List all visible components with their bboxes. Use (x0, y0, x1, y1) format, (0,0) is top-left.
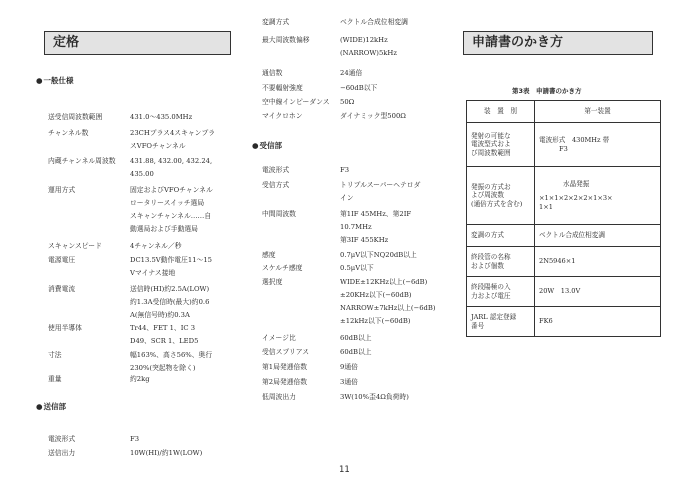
table-value-cell: 電波形式 430MHz 帯 F3 (535, 123, 661, 167)
spec-value: 送信時(HI)約2.5A(LOW) 約1.3A受信時(最大)約0.6 A(無信号時)約0.3A (130, 285, 210, 319)
table-value-cell: 水晶発振 ×1×1×2×2×2×1×3× 1×1 (535, 167, 661, 225)
spec-label: 通信数 (262, 69, 283, 77)
spec-label: 中間周波数 (262, 210, 296, 218)
spec-value: 4チャンネル／秒 (130, 242, 182, 250)
spec-title-box (44, 31, 231, 55)
spec-label: 送信出力 (48, 449, 76, 457)
spec-label: 第1局発逓倍数 (262, 363, 308, 371)
transmitter-heading: ● 送信部 (36, 403, 66, 412)
spec-value: 50Ω (340, 98, 355, 106)
spec-value: 約2kg (130, 375, 150, 383)
spec-label: チャンネル数 (48, 129, 89, 137)
application-form-table (466, 100, 661, 337)
spec-label: 寸法 (48, 351, 62, 359)
table-row (467, 247, 661, 277)
table-row (467, 277, 661, 307)
spec-value: 幅163%、高さ56%、奥行 230%(突起物を除く) (130, 351, 213, 372)
spec-value: 10W(HI)/約1W(LOW) (130, 449, 203, 457)
spec-label: 受信方式 (262, 181, 290, 189)
spec-value: 60dB以上 (340, 348, 372, 356)
spec-value: 23CHプラス4スキャンプラ スVFOチャンネル (130, 129, 216, 150)
table-label-cell: 発振の方式お よび周波数 (通倍方式を含む) (467, 167, 535, 225)
spec-value: 0.5μV以下 (340, 264, 374, 272)
spec-value: 0.7μV以下NQ20dB以上 (340, 251, 417, 259)
spec-value: 431.88, 432.00, 432.24, 435.00 (130, 157, 213, 178)
spec-value: −60dB以下 (340, 84, 378, 92)
spec-label: 使用半導体 (48, 324, 82, 332)
spec-value: 9通倍 (340, 363, 358, 371)
table-label-cell: 発射の可能な 電波型式およ び周波数範囲 (467, 123, 535, 167)
spec-value: 第1IF 45MHz、第2IF 10.7MHz 第3IF 455KHz (340, 210, 412, 244)
spec-label: 電波形式 (48, 435, 76, 443)
spec-label: 重量 (48, 375, 62, 383)
page-number: 11 (339, 465, 350, 475)
table-row (467, 225, 661, 247)
table-row (467, 307, 661, 337)
spec-label: 電波形式 (262, 166, 290, 174)
spec-label: 最大周波数偏移 (262, 36, 310, 44)
receiver-heading: ● 受信部 (252, 142, 282, 151)
spec-title: 定格 (53, 34, 80, 50)
spec-label: 第2局発逓倍数 (262, 378, 308, 386)
spec-label: マイクロホン (262, 112, 303, 120)
spec-label: 運用方式 (48, 186, 76, 194)
spec-value: ダイナミック型500Ω (340, 112, 406, 120)
general-heading: ● 一般仕様 (36, 77, 74, 86)
spec-label: 感度 (262, 251, 276, 259)
spec-value: ベクトル合成位相変調 (340, 18, 408, 26)
spec-value: (WIDE)12kHz (NARROW)5kHz (340, 36, 397, 57)
spec-label: 内蔵チャンネル周波数 (48, 157, 116, 165)
spec-value: WIDE±12KHz以上(−6dB) ±20KHz以下(−60dB) NARROW±7kHz以上(−6dB) ±12kHz以下(−60dB) (340, 278, 436, 325)
spec-label: スキャンスピード (48, 242, 102, 250)
spec-label: 低周波出力 (262, 393, 296, 401)
table-value-cell: FK6 (535, 307, 661, 337)
spec-value: F3 (130, 435, 140, 443)
spec-value: 固定およびVFOチャンネル ロータリースイッチ選局 スキャンチャンネル……自 動選局および手動選局 (130, 186, 213, 233)
spec-label: 選択度 (262, 278, 283, 286)
spec-value: トリプルスーパーヘテロダ イン (340, 181, 421, 202)
table-caption: 第3表 申請書のかき方 (512, 87, 582, 95)
spec-value: 24通倍 (340, 69, 363, 77)
spec-label: 受信スプリアス (262, 348, 310, 356)
table-header-cell: 第一装置 (535, 101, 661, 123)
table-label-cell: 変調の方式 (467, 225, 535, 247)
spec-value: 3W(10%歪4Ω負荷時) (340, 393, 409, 401)
spec-label: スケルチ感度 (262, 264, 303, 272)
table-value-cell: 20W 13.0V (535, 277, 661, 307)
table-header-cell: 装 置 別 (467, 101, 535, 123)
table-label-cell: JARL 認定登録 番号 (467, 307, 535, 337)
spec-label: 電源電圧 (48, 256, 76, 264)
spec-label: 送受信周波数範囲 (48, 113, 103, 121)
table-row (467, 123, 661, 167)
table-row (467, 167, 661, 225)
spec-value: F3 (340, 166, 350, 174)
spec-label: 変調方式 (262, 18, 290, 26)
spec-label: イメージ比 (262, 334, 296, 342)
spec-label: 消費電流 (48, 285, 76, 293)
table-label-cell: 終段陽極の入 力および電圧 (467, 277, 535, 307)
spec-value: 3通倍 (340, 378, 358, 386)
spec-label: 空中線インピーダンス (262, 98, 330, 106)
form-title: 申請書のかき方 (472, 34, 564, 50)
table-header-row (467, 101, 661, 123)
spec-value: 431.0～435.0MHz (130, 113, 193, 121)
spec-value: 60dB以上 (340, 334, 372, 342)
form-title-box (463, 31, 653, 55)
spec-value: Tr44、FET 1、IC 3 D49、SCR 1、LED5 (130, 324, 199, 345)
spec-label: 不要輻射強度 (262, 84, 303, 92)
table-value-cell: 2N5946×1 (535, 247, 661, 277)
table-value-cell: ベクトル合成位相変調 (535, 225, 661, 247)
table-label-cell: 終段管の名称 および個数 (467, 247, 535, 277)
spec-value: DC13.5V動作電圧11～15 Vマイナス接地 (130, 256, 212, 277)
